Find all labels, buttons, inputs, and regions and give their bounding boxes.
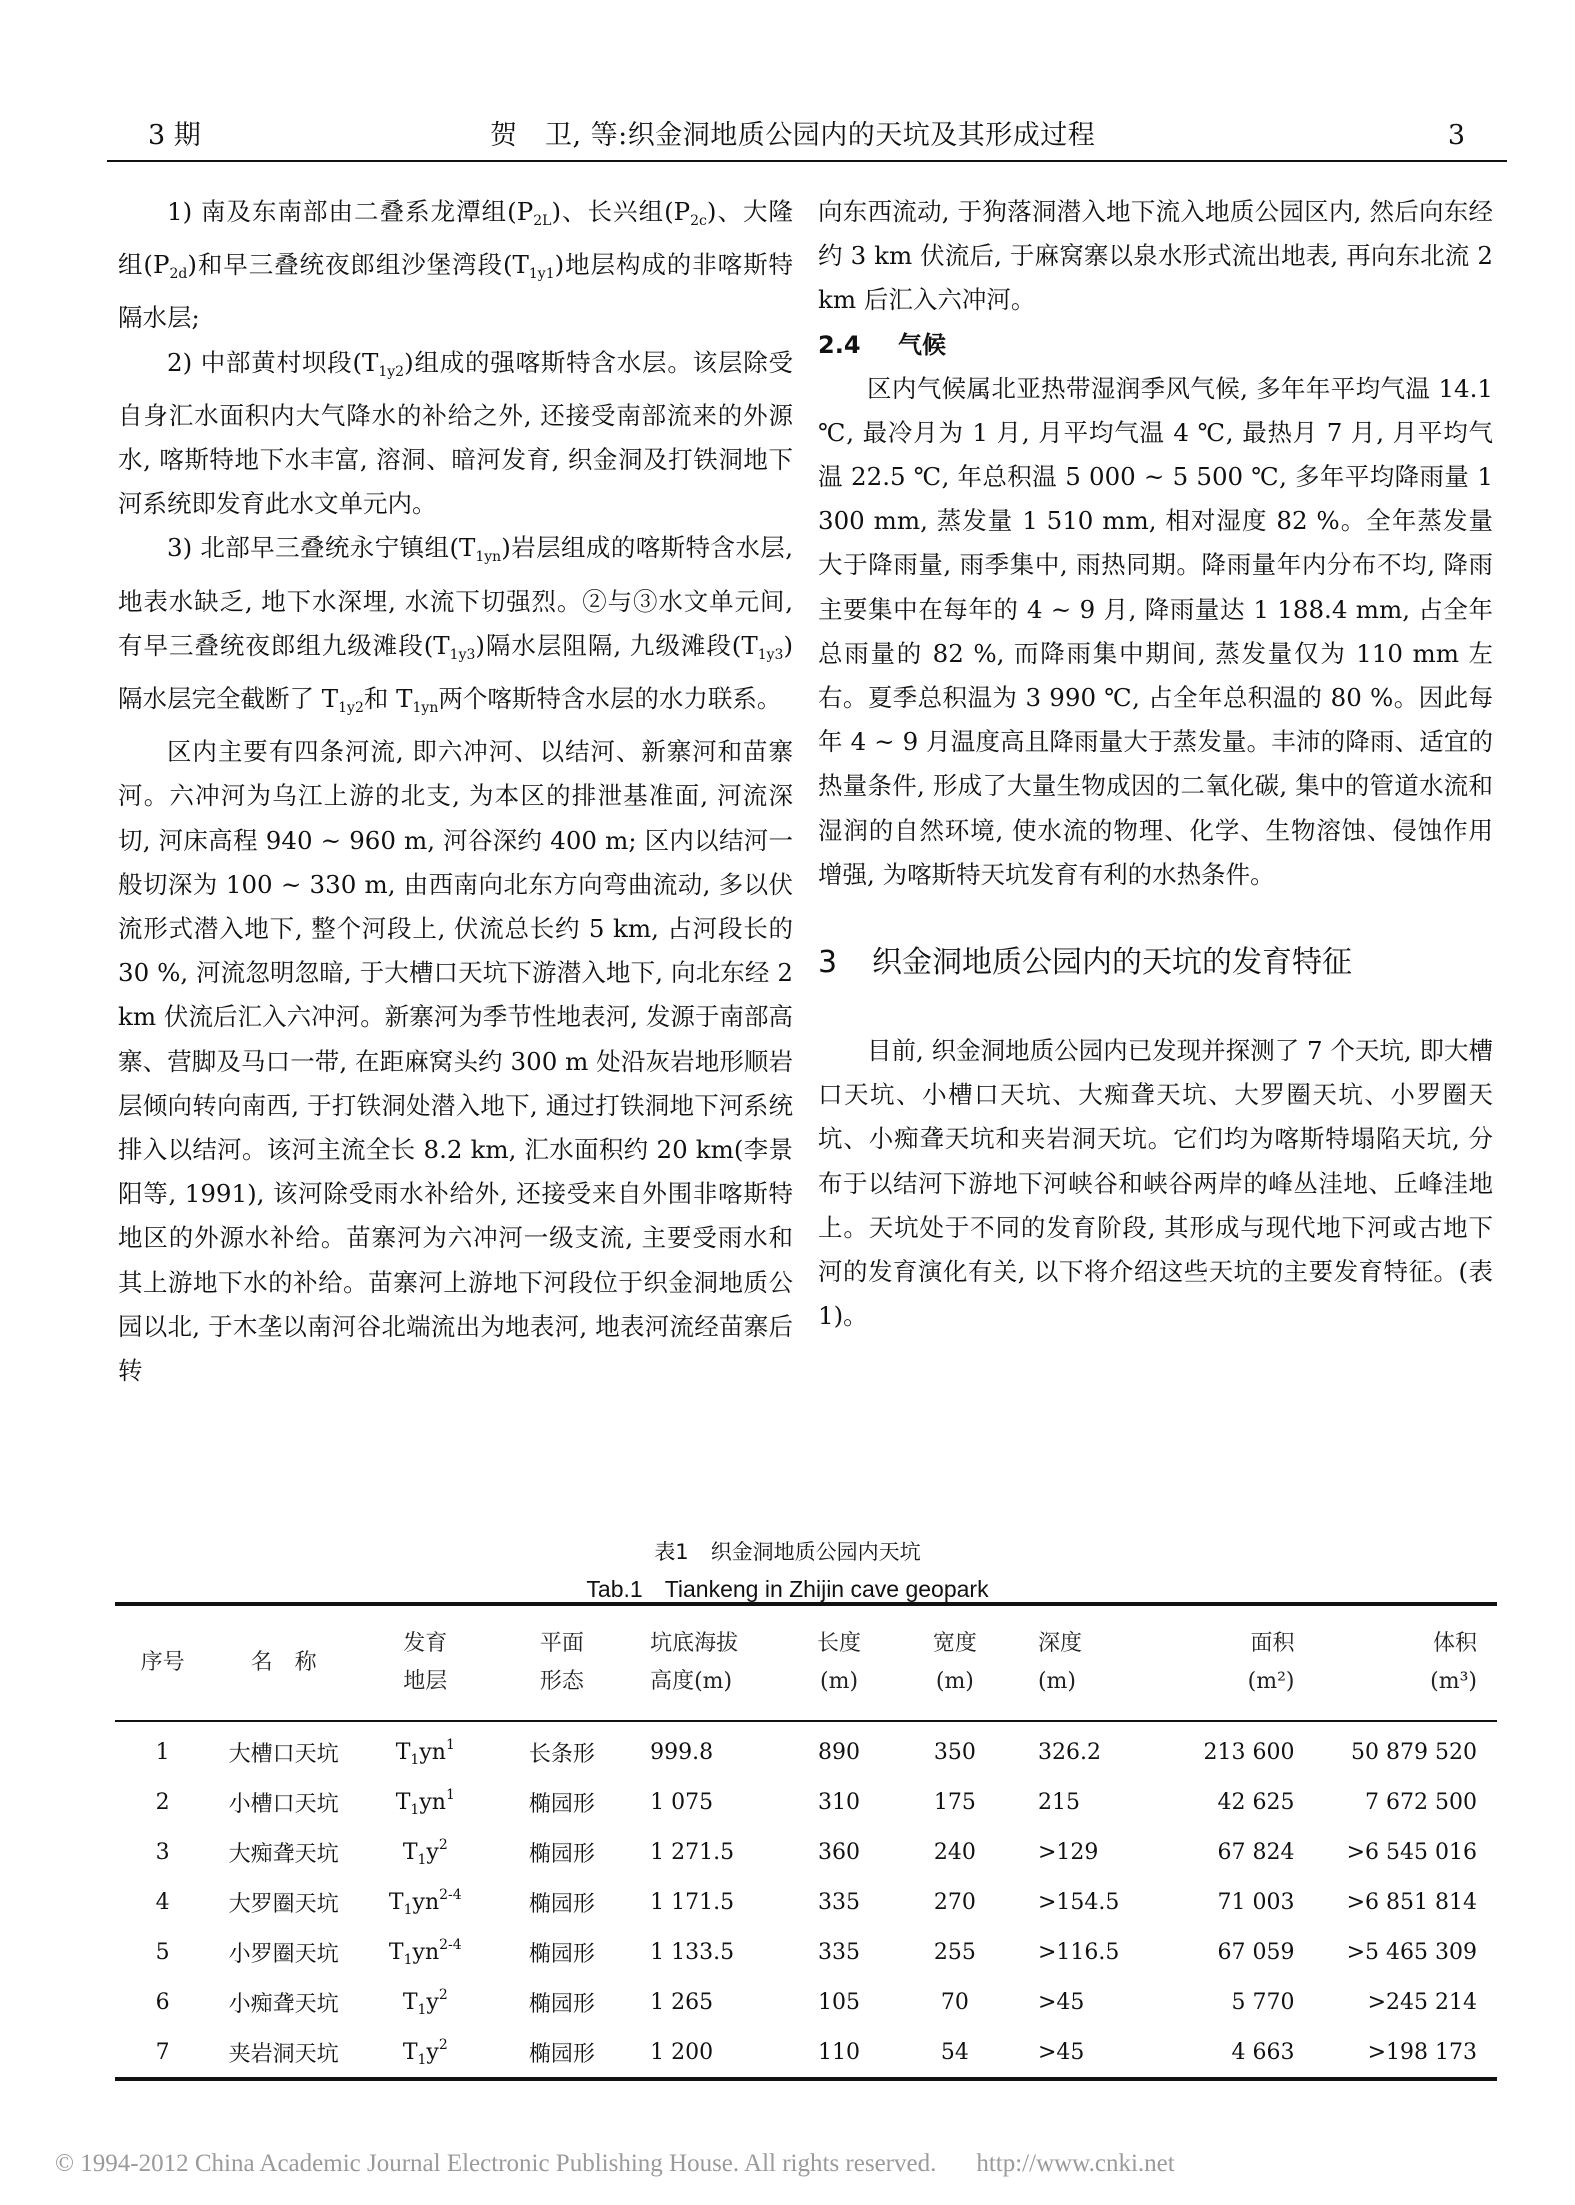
table-title: 织金洞地质公园内天坑 bbox=[710, 1540, 921, 1564]
text-run: 1) 南及东南部由二叠系龙潭组(P bbox=[167, 197, 534, 226]
cell-area: 42 625 bbox=[1217, 1789, 1295, 1815]
table-caption-zh bbox=[0, 1538, 1575, 1566]
subscript: 1yn bbox=[412, 700, 439, 717]
copyright-footer bbox=[55, 2150, 1175, 2178]
cell-elev: 1 133.5 bbox=[650, 1939, 735, 1965]
header-line: 平面 bbox=[539, 1631, 584, 1656]
header-line: 形态 bbox=[539, 1669, 584, 1694]
text-run: )组成的强喀斯特含水层。该层除受自身汇水面积内大气降水的补给之外, 还接受南部流来的外源水, 喀斯特地下水丰富, 溶洞、暗河发育, 织金洞及打铁洞地下河系统即发育此水文单元内。 bbox=[118, 347, 793, 519]
paragraph-hydro-unit-2 bbox=[118, 341, 793, 527]
header-line: (m) bbox=[1037, 1669, 1076, 1694]
header-line: 序号 bbox=[140, 1650, 185, 1675]
cell-name: 大槽口天坑 bbox=[228, 1741, 339, 1767]
cell-volume: >5 465 309 bbox=[1346, 1939, 1477, 1965]
column-header bbox=[494, 1604, 631, 1721]
left-column bbox=[118, 190, 793, 1393]
table-header-row bbox=[115, 1604, 1497, 1721]
subscript: 2d bbox=[169, 266, 188, 283]
section-heading-3 bbox=[818, 941, 1493, 985]
stratum-part: 1 bbox=[403, 1951, 413, 1968]
header-line: 宽度 bbox=[932, 1631, 977, 1656]
copyright-text: © 1994-2012 China Academic Journal Electronic Publishing House. All rights reserved. bbox=[55, 2150, 937, 2177]
header-rule bbox=[107, 160, 1507, 162]
cell-area: 67 059 bbox=[1217, 1939, 1295, 1965]
stratum-part: yn bbox=[412, 1939, 440, 1965]
column-header bbox=[115, 1604, 210, 1721]
cell-width: 350 bbox=[933, 1739, 976, 1765]
cell-idx: 6 bbox=[155, 1989, 170, 2015]
stratum-part: 1 bbox=[417, 1851, 427, 1868]
paragraph-climate: 区内气候属北亚热带湿润季风气候, 多年年平均气温 14.1 ℃, 最冷月为 1 月, 月平均气温 4 ℃, 最热月 7 月, 月平均气温 22.5 ℃, 年总积温 5 000 ~ 5 500 ℃, 多年平均降雨量 1 300 mm, 蒸发量 1 510 mm, 相对湿度 82 %。全年蒸发量大于降雨量, 雨季集中, 雨热同期。降雨量年内分布不均, 降雨主要集中在每年的 4 ~ 9 月, 降雨量达 1 188.4 mm, 占全年总雨量的 82 %, 而降雨集中期间, 蒸发量仅为 110 mm 左右。夏季总积温为 3 990 ℃, 占全年总积温的 80 %。因此每年 4 ~ 9 月温度高且降雨量大于蒸发量。丰沛的降雨、适宜的热量条件, 形成了大量生物成因的二氧化碳, 集中的管道水流和湿润的自然环境, 使水流的物理、化学、生物溶蚀、侵蚀作用增强, 为喀斯特天坑发育有利的水热条件。 bbox=[818, 373, 1493, 889]
table-row bbox=[115, 1927, 1497, 1977]
stratum-part: 2 bbox=[438, 1986, 448, 2003]
cell-shape: 椭园形 bbox=[528, 1841, 595, 1867]
cell-strat bbox=[357, 1827, 494, 1877]
cell-volume: >198 173 bbox=[1367, 2039, 1477, 2065]
cell-length: 890 bbox=[818, 1739, 861, 1765]
cell-length: 335 bbox=[818, 1889, 861, 1915]
stratum-part: yn bbox=[419, 1789, 446, 1815]
text-run: )和早三叠统夜郎组沙堡湾段(T bbox=[187, 250, 529, 280]
cell-depth: >154.5 bbox=[1037, 1889, 1120, 1915]
table-row bbox=[115, 1721, 1497, 1777]
stratum-part: y bbox=[426, 2039, 439, 2065]
stratum-part: 1 bbox=[403, 1901, 413, 1918]
column-header bbox=[892, 1604, 1018, 1721]
subscript: 1y2 bbox=[338, 700, 364, 717]
text-run: 2) 中部黄村坝段(T bbox=[167, 347, 379, 377]
cell-width: 175 bbox=[933, 1789, 976, 1815]
cell-depth: >129 bbox=[1037, 1839, 1099, 1865]
cell-width: 240 bbox=[933, 1839, 976, 1865]
header-line: 长度 bbox=[817, 1631, 862, 1656]
cell-volume: >6 545 016 bbox=[1346, 1839, 1477, 1865]
cell-shape: 椭园形 bbox=[528, 1791, 595, 1817]
cell-length: 105 bbox=[818, 1989, 861, 2015]
paragraph-tiankeng-intro: 目前, 织金洞地质公园内已发现并探测了 7 个天坑, 即大槽口天坑、小槽口天坑、大痴聋天坑、大罗圈天坑、小罗圈天坑、小痴聋天坑和夹岩洞天坑。它们均为喀斯特塌陷天坑, 分布于以结河下游地下河峡谷和峡谷两岸的峰丛洼地、丘峰洼地上。天坑处于不同的发育阶段, 其形成与现代地下河或古地下河的发育演化有关, 以下将介绍这些天坑的主要发育特征。(表1)。 bbox=[818, 1036, 1493, 1331]
cell-shape: 椭园形 bbox=[528, 1941, 595, 1967]
subscript: 1y1 bbox=[528, 266, 555, 283]
cell-name: 大痴聋天坑 bbox=[228, 1841, 339, 1867]
text-run: 3) 北部早三叠统永宁镇组(T bbox=[167, 533, 476, 563]
cell-elev: 1 075 bbox=[650, 1789, 714, 1815]
cell-idx: 3 bbox=[155, 1839, 170, 1865]
stratum-part: y bbox=[426, 1839, 439, 1865]
cell-elev: 999.8 bbox=[650, 1739, 714, 1765]
cell-depth: >45 bbox=[1037, 2039, 1085, 2065]
cell-name: 大罗圈天坑 bbox=[228, 1891, 339, 1917]
footer-url[interactable]: http://www.cnki.net bbox=[976, 2150, 1175, 2177]
table-row bbox=[115, 1827, 1497, 1877]
paragraph-hydro-unit-1 bbox=[118, 190, 793, 341]
cell-width: 255 bbox=[933, 1939, 976, 1965]
header-line: 名 称 bbox=[250, 1650, 317, 1675]
right-column bbox=[818, 190, 1493, 1338]
stratum-part: yn bbox=[419, 1739, 446, 1765]
header-line: (m²) bbox=[1247, 1669, 1295, 1694]
stratum-part: 1 bbox=[445, 1736, 455, 1753]
column-header bbox=[630, 1604, 786, 1721]
cell-strat bbox=[357, 1877, 494, 1927]
header-line: (m) bbox=[935, 1669, 974, 1694]
stratum-part: 2 bbox=[438, 2036, 448, 2053]
stratum-part: 2-4 bbox=[439, 1936, 462, 1953]
cell-shape: 椭园形 bbox=[528, 1991, 595, 2017]
cell-elev: 1 171.5 bbox=[650, 1889, 735, 1915]
cell-shape: 椭园形 bbox=[528, 2041, 595, 2067]
cell-name: 小痴聋天坑 bbox=[228, 1991, 339, 2017]
column-header bbox=[357, 1604, 494, 1721]
header-line: 深度 bbox=[1037, 1631, 1082, 1656]
cell-shape: 椭园形 bbox=[528, 1891, 595, 1917]
cell-area: 67 824 bbox=[1217, 1839, 1295, 1865]
cell-volume: 50 879 520 bbox=[1351, 1739, 1477, 1765]
header-line: (m) bbox=[820, 1669, 859, 1694]
table-caption-en bbox=[0, 1574, 1575, 1604]
text-run: )岩层组成的喀斯特含水层, 地表水缺乏, 地下水深埋, 水流下切强烈。②与③水文单元间, 有早三叠统夜郎组九级滩段(T bbox=[118, 533, 793, 660]
cell-strat bbox=[357, 1977, 494, 2027]
cell-idx: 2 bbox=[155, 1789, 170, 1815]
cell-idx: 1 bbox=[155, 1739, 170, 1765]
paragraph-hydro-unit-3 bbox=[118, 526, 793, 730]
section-number: 2.4 bbox=[818, 330, 861, 359]
table-row bbox=[115, 2027, 1497, 2079]
table-label: 表1 bbox=[654, 1540, 689, 1564]
text-run: )地层构成的非喀斯特隔水层; bbox=[118, 250, 794, 333]
header-line: 面积 bbox=[1250, 1631, 1295, 1656]
stratum-part: yn bbox=[412, 1889, 440, 1915]
cell-width: 54 bbox=[940, 2039, 969, 2065]
stratum-part: 1 bbox=[417, 2001, 427, 2018]
cell-idx: 5 bbox=[155, 1939, 170, 1965]
table-body bbox=[115, 1721, 1497, 2079]
stratum-part: T bbox=[402, 2039, 418, 2065]
header-line: 发育 bbox=[403, 1631, 448, 1656]
table-title: Tiankeng in Zhijin cave geopark bbox=[664, 1576, 989, 1602]
stratum-part: T bbox=[402, 1839, 418, 1865]
text-run: )、大隆组(P bbox=[118, 197, 794, 280]
cell-idx: 7 bbox=[155, 2039, 170, 2065]
cell-elev: 1 200 bbox=[650, 2039, 714, 2065]
stratum-part: T bbox=[395, 1739, 411, 1765]
column-header bbox=[1304, 1604, 1497, 1721]
section-heading-2-4 bbox=[818, 323, 1493, 367]
column-header bbox=[1164, 1604, 1305, 1721]
cell-length: 360 bbox=[818, 1839, 861, 1865]
column-header bbox=[1018, 1604, 1164, 1721]
cell-strat bbox=[357, 1927, 494, 1977]
cell-strat bbox=[357, 2027, 494, 2079]
column-header bbox=[786, 1604, 892, 1721]
cell-length: 110 bbox=[818, 2039, 861, 2065]
subscript: 1y3 bbox=[449, 646, 476, 663]
stratum-part: 1 bbox=[410, 1801, 420, 1818]
cell-width: 70 bbox=[940, 1989, 969, 2015]
stratum-part: T bbox=[402, 1989, 418, 2015]
paragraph-rivers-cont: 向东西流动, 于狗落洞潜入地下流入地质公园区内, 然后向东经约 3 km 伏流后, 于麻窝寨以泉水形式流出地表, 再向东北流 2 km 后汇入六冲河。 bbox=[818, 197, 1493, 315]
cell-area: 5 770 bbox=[1231, 1989, 1295, 2015]
cell-elev: 1 265 bbox=[650, 1989, 714, 2015]
stratum-part: T bbox=[395, 1789, 411, 1815]
stratum-part: 1 bbox=[410, 1751, 420, 1768]
cell-strat bbox=[357, 1777, 494, 1827]
cell-idx: 4 bbox=[155, 1889, 170, 1915]
subscript: 2c bbox=[690, 213, 707, 229]
cell-depth: 215 bbox=[1037, 1789, 1080, 1815]
subscript: 1y3 bbox=[757, 646, 784, 663]
stratum-part: 1 bbox=[445, 1786, 455, 1803]
header-line: 体积 bbox=[1432, 1631, 1477, 1656]
cell-name: 小罗圈天坑 bbox=[228, 1941, 339, 1967]
cell-volume: >245 214 bbox=[1367, 1989, 1477, 2015]
column-header bbox=[210, 1604, 357, 1721]
section-title: 织金洞地质公园内的天坑的发育特征 bbox=[872, 945, 1352, 981]
cell-shape: 长条形 bbox=[528, 1741, 595, 1767]
cell-area: 213 600 bbox=[1203, 1739, 1295, 1765]
cell-volume: >6 851 814 bbox=[1346, 1889, 1477, 1915]
stratum-part: 1 bbox=[417, 2051, 427, 2068]
cell-volume: 7 672 500 bbox=[1365, 1789, 1477, 1815]
text-run: 和 T bbox=[363, 684, 413, 714]
cell-name: 夹岩洞天坑 bbox=[228, 2041, 339, 2067]
cell-length: 310 bbox=[818, 1789, 861, 1815]
section-number: 3 bbox=[818, 945, 838, 981]
table-row bbox=[115, 1977, 1497, 2027]
subscript: 1yn bbox=[475, 549, 502, 566]
header-line: 高度(m) bbox=[650, 1669, 733, 1694]
subscript: 1y2 bbox=[378, 363, 405, 380]
header-line: 地层 bbox=[403, 1669, 448, 1694]
running-title: 贺 卫, 等:织金洞地质公园内的天坑及其形成过程 bbox=[490, 120, 1096, 151]
paragraph-rivers: 区内主要有四条河流, 即六冲河、以结河、新寨河和苗寨河。六冲河为乌江上游的北支, 为本区的排泄基准面, 河流深切, 河床高程 940 ~ 960 m, 河谷深约 400 m; 区内以结河一般切深为 100 ~ 330 m, 由西南向北东方向弯曲流动, 多以伏流形式潜入地下, 整个河段上, 伏流总长约 5 km, 占河段长的 30 %, 河流忽明忽暗, 于大槽口天坑下游潜入地下, 向北东经 2 km 伏流后汇入六冲河。新寨河为季节性地表河, 发源于南部高寨、营脚及马口一带, 在距麻窝头约 300 m 处沿灰岩地形顺岩层倾向转向南西, 于打铁洞处潜入地下, 通过打铁洞地下河系统排入以结河。该河主流全长 8.2 km, 汇水面积约 20 km(李景阳等, 1991), 该河除受雨水补给外, 还接受来自外围非喀斯特地区的外源水补给。苗寨河为六冲河一级支流, 主要受雨水和其上游地下水的补给。苗寨河上游地下河段位于织金洞地质公园以北, 于木垄以南河谷北端流出为地表河, 地表河流经苗寨后转 bbox=[118, 737, 793, 1386]
cell-depth: >45 bbox=[1037, 1989, 1085, 2015]
cell-name: 小槽口天坑 bbox=[228, 1791, 339, 1817]
table-row bbox=[115, 1777, 1497, 1827]
subscript: 2L bbox=[533, 213, 552, 229]
text-run: 两个喀斯特含水层的水力联系。 bbox=[438, 684, 782, 714]
text-run: )隔水层完全截断了 T bbox=[118, 630, 793, 714]
cell-depth: 326.2 bbox=[1037, 1739, 1101, 1765]
stratum-part: T bbox=[388, 1889, 404, 1915]
stratum-part: 2-4 bbox=[439, 1886, 462, 1903]
table-label: Tab.1 bbox=[586, 1576, 643, 1602]
cell-strat bbox=[357, 1721, 494, 1777]
stratum-part: T bbox=[388, 1939, 404, 1965]
cell-length: 335 bbox=[818, 1939, 861, 1965]
tiankeng-table bbox=[115, 1602, 1497, 2081]
stratum-part: 2 bbox=[438, 1836, 448, 1853]
issue-label: 3 期 bbox=[148, 120, 201, 151]
header-line: (m³) bbox=[1430, 1669, 1477, 1694]
page-number: 3 bbox=[1447, 120, 1465, 151]
cell-area: 71 003 bbox=[1217, 1889, 1295, 1915]
cell-width: 270 bbox=[933, 1889, 976, 1915]
text-run: )隔水层阻隔, 九级滩段(T bbox=[475, 630, 758, 660]
table-row bbox=[115, 1877, 1497, 1927]
cell-area: 4 663 bbox=[1231, 2039, 1295, 2065]
cell-depth: >116.5 bbox=[1037, 1939, 1120, 1965]
header-line: 坑底海拔 bbox=[650, 1631, 739, 1656]
stratum-part: y bbox=[426, 1989, 439, 2015]
cell-elev: 1 271.5 bbox=[650, 1839, 735, 1865]
text-run: )、长兴组(P bbox=[551, 197, 691, 226]
section-title: 气候 bbox=[898, 330, 946, 359]
